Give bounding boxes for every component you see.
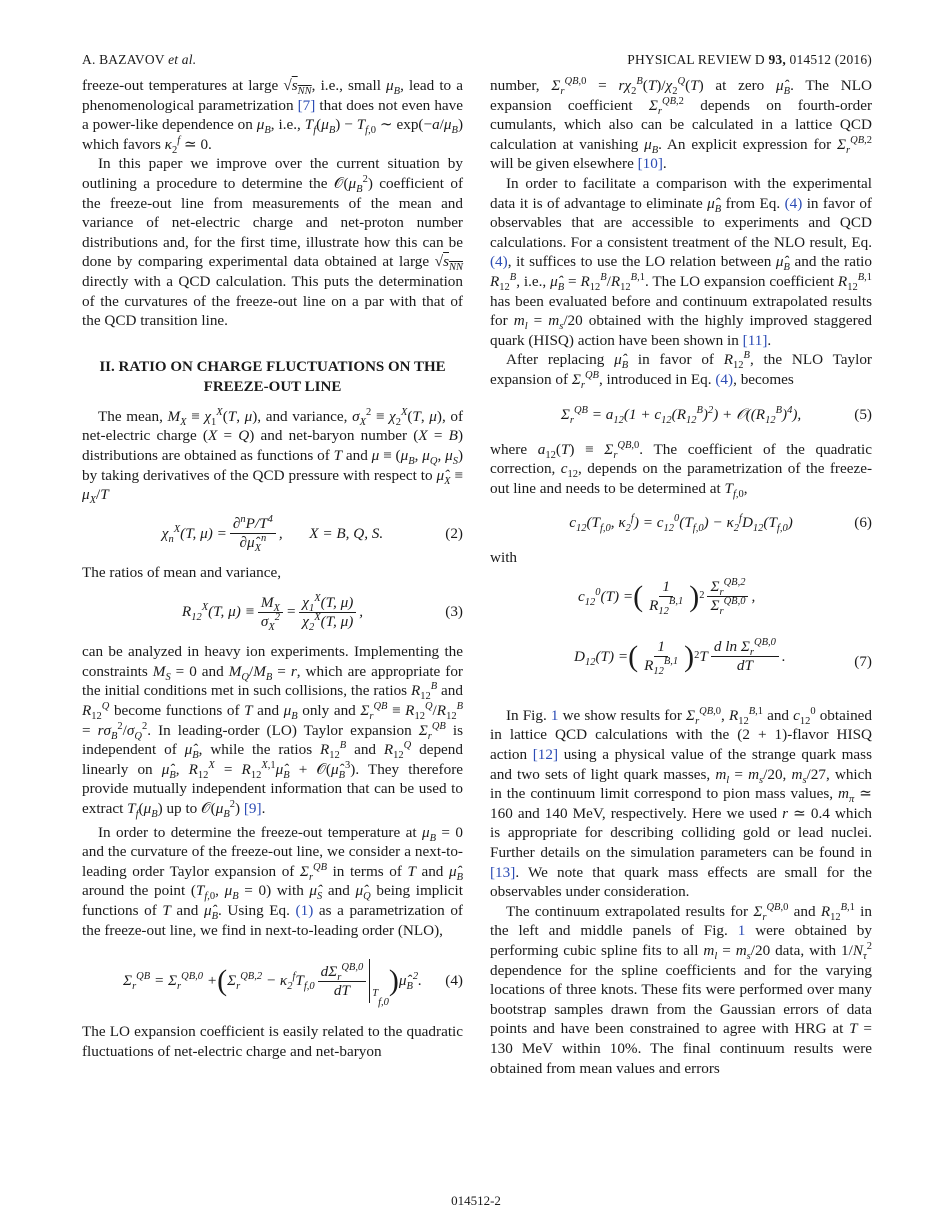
equation-4: $\Sigma_r^{QB} = \Sigma_r^{QB,0}$ + ( $\Sigma_r^{QB,2} - \kappa_2^fT_{f,0}$ $\frac{d\Sigma_r^{QB,0}}{dT}$ T f,0 ) $\mû_B^2$. (4): [82, 940, 463, 1022]
citation-link[interactable]: [13]: [490, 863, 516, 881]
equation-3: $R_{12}^X(T$, μ) ≡ $\frac{M_X}{\sigma_X^2}$ = $\frac{\chi_1^X(T, \mu)}{\chi_2^X(T, \mu)}$ , (3): [181, 592, 463, 633]
page-footer-id: 014512-2: [451, 1193, 501, 1208]
equation-7b: $D_{12}(T)$ = ( $\frac{1}{R_{12}^{B,1}}$ ) 2 T $\frac{d \ln \Sigma_r^{QB,0}}{dT}$ .: [574, 636, 786, 677]
figure-link[interactable]: 1: [550, 706, 559, 724]
equation-link[interactable]: (4): [490, 253, 508, 271]
equation-number: (2): [445, 524, 463, 542]
paragraph-eliminate-mu: In order to facilitate a comparison with the experimental data it is of advantage to eliminate $\mû_B$ from Eq. (4) in favor of observables that are accessible to experiments and QCD calculations. For a consistent treatment of the NLO result, Eq. (4), it suffices to use the LO relation between $\mû_B$ and the ratio $R_{12}^B$, i.e., $\mû_B = R_{12}^B/R_{12}^{B,1}$. The LO expansion coefficient $R_{12}^{B,1}$ has been evaluated before and continuum extrapolated results for $m_l = m_s/20$ obtained with the highly improved staggered quark (HISQ) action have been shown in [11].: [490, 174, 872, 349]
paragraph-freeze-out-intro: freeze-out temperatures at large $√s_{NN}$, i.e., small $\mu_B$, lead to a phenomenological parametrization [7] that does not even have a power-like dependence on $\mu_B$, i.e., $T_f(\mu_B) - T_{f,0}$ ∼ $\exp(-a/\mu_B)$ which favors $\kappa_2^f$ ≃ 0.: [82, 77, 463, 156]
paragraph-net-baryon: number, $\Sigma_r^{QB,0} = r\chi_2^B(T)/\chi_2^Q(T)$ at zero $\mû_B$. The NLO expansion coefficient $\Sigma_r^{QB,2}$ depends on fourth-order cumulants, which also can be calculated in a lattice QCD calculation at vanishing $\mu_B$. An explicit expression for $\Sigma_r^{QB,2}$ will be given elsewhere [10].: [490, 75, 873, 173]
citation-link[interactable]: [12]: [532, 746, 559, 764]
equation-number: (5): [854, 405, 872, 423]
equation-number: (3): [445, 603, 463, 621]
left-column: [82, 76, 463, 1061]
equation-7: [490, 568, 872, 698]
running-header-authors: A. BAZAVOV et al.: [82, 52, 197, 67]
equation-6: $c_{12}(T_{f,0}$, $\kappa_2^f) = c_{12}^0(T_{f,0}) - \kappa_2^fD_{12}(T_{f,0})$ (6): [569, 513, 872, 535]
equation-number: (4): [445, 972, 463, 990]
paragraph-mean-variance: The mean, $M_X \equiv \chi_1^X(T$, μ), and variance, $\sigma_X^2 \equiv \chi_2^X(T$, μ), of net-electric charge (X = Q) and net-baryon number (X = B) distributions are obtained as functions of T and $\mu \equiv (\mu_B$, $\mu_Q$, $\mu_S$) by taking derivatives of the QCD pressure with respect to $\mû_X \equiv \mu_X/T$: [82, 406, 464, 507]
paragraph-continuum: The continuum extrapolated results for $\Sigma_r^{QB,0}$ and $R_{12}^{B,1}$ in the left and middle panels of Fig. 1 were obtained by performing cubic spline fits to all $m_l = m_s/20$ data, with $1/N_\tau^2$ dependence for the spline coefficients and for the varying locations of three knots. These fits were performed over many bootstrap samples drawn from the Gaussian errors of data points and have been constrained to agree with HRG at T = 130 MeV within 10%. The final continuum results were obtained from mean values and errors: [490, 901, 872, 1077]
citation-link[interactable]: [7]: [297, 96, 316, 114]
equation-7a: $c_{12}^0(T)$ = ( $\frac{1}{R_{12}^{B,1}}$ ) 2 $\frac{\Sigma_r^{QB,2}}{\Sigma_r^{QB,0}}$ ,: [578, 576, 756, 617]
equation-link[interactable]: (4): [715, 370, 734, 388]
paragraph-replacing: After replacing $\mû_B$ in favor of $R_{12}^B$, the NLO Taylor expansion of $\Sigma_r^{QB}$, introduced in Eq. (4), becomes: [490, 350, 872, 391]
equation-5: $\Sigma_r^{QB} = a_{12}(1 + c_{12}(R_{12}^B)^2)$ + $𝒪((R_{12}^B)^4)$, (5): [560, 404, 872, 426]
equation-link[interactable]: (4): [784, 194, 803, 212]
paragraph-with: with: [490, 549, 518, 567]
figure-link[interactable]: 1: [737, 922, 746, 940]
citation-link[interactable]: [10]: [637, 155, 663, 173]
paragraph-lo-coefficient: The LO expansion coefficient is easily related to the quadratic fluctuations of net-electric charge and net-baryon: [82, 1023, 463, 1060]
paragraph-fig1-results: In Fig. 1 we show results for $\Sigma_r^{QB,0}$, $R_{12}^{B,1}$ and $c_{12}^0$ obtained in lattice QCD calculations with the (2 + 1)-flavor HISQ action [12] using a physical value of the strange quark mass and two sets of light quark masses, $m_l = m_s/20$, $m_s/27$, which in the continuum limit correspond to pion mass values, $m_\pi$ ≃ 160 and 140 MeV, respectively. Here we used r ≃ 0.4 which is appropriate for describing colliding gold or lead nuclei. Further details on the simulation parameters can be found in [13]. We note that quark mass effects are small for the observables under consideration.: [490, 705, 873, 901]
citation-link[interactable]: [11]: [742, 331, 768, 349]
paragraph-ratios: The ratios of mean and variance,: [82, 563, 282, 581]
right-column: [490, 76, 872, 1078]
citation-link[interactable]: [9]: [243, 800, 262, 818]
section-heading: II. RATIO ON CHARGE FLUCTUATIONS ON THE FREEZE-OUT LINE: [99, 358, 446, 395]
equation-number: (7): [854, 652, 872, 670]
running-header-journal: PHYSICAL REVIEW D 93, 014512 (2016): [627, 52, 872, 67]
paragraph-improvement: In this paper we improve over the current situation by outlining a procedure to determine the $𝒪(\mu_B^2)$ coefficient of the freeze-out line from measurements of the mean and variance of net-electric charge and net-proton number distributions and, for the first time, illustrate how this can be done by comparing experimental data obtained at large $√s_{NN}$ directly with a QCD calculation. This puts the determination of the curvatures of the freeze-out line on a par with that of the QCD transition line.: [82, 155, 464, 330]
equation-number: (6): [854, 514, 872, 532]
equation-2: $\chi_n^X(T$, μ) = $\frac{\partial^nP/T^4}{\partial\mû_X^n}$ , X = B, Q, S. (2): [161, 514, 463, 555]
paragraph-nlo-intro: In order to determine the freeze-out temperature at $\mu_B = 0$ and the curvature of the freeze-out line, we consider a next-to-leading order Taylor expansion of $\Sigma_r^{QB}$ in terms of T and $\mû_B$ around the point ($T_{f,0}$, $\mu_B = 0$) with $\mû_S$ and $\mû_Q$ being implicit functions of T and $\mû_B$. Using Eq. (1) as a parametrization of the freeze-out line, we find in next-to-leading order (NLO),: [82, 823, 464, 939]
equation-link[interactable]: (1): [295, 902, 314, 919]
paragraph-heavy-ion: can be analyzed in heavy ion experiments. Implementing the constraints $M_S = 0$ and $M_Q/M_B = r$, which are appropriate for the initial conditions met in such collisions, the ratios $R_{12}^B$ and $R_{12}^Q$ become functions of T and $\mu_B$ only and $\Sigma_r^{QB} \equiv R_{12}^Q/R_{12}^B = r\sigma_B^2/\sigma_Q^2$. In leading-order (LO) Taylor expansion $\Sigma_r^{QB}$ is independent of $\mû_B$, while the ratios $R_{12}^B$ and $R_{12}^Q$ depend linearly on $\mû_B$, $R_{12}^X$ = $R_{12}^{X,1}\mû_B$ + $𝒪(\mû_B^3)$. They therefore provide mutually independent information that can be used to extract $T_f(\mu_B)$ up to $𝒪(\mu_B^2)$ [9].: [82, 643, 463, 821]
paragraph-quadratic: where $a_{12}(T) \equiv \Sigma_r^{QB,0}$. The coefficient of the quadratic correction, $c_{12}$, depends on the parametrization of the freeze-out line and needs to be determined at $T_{f,0}$,: [490, 439, 872, 500]
